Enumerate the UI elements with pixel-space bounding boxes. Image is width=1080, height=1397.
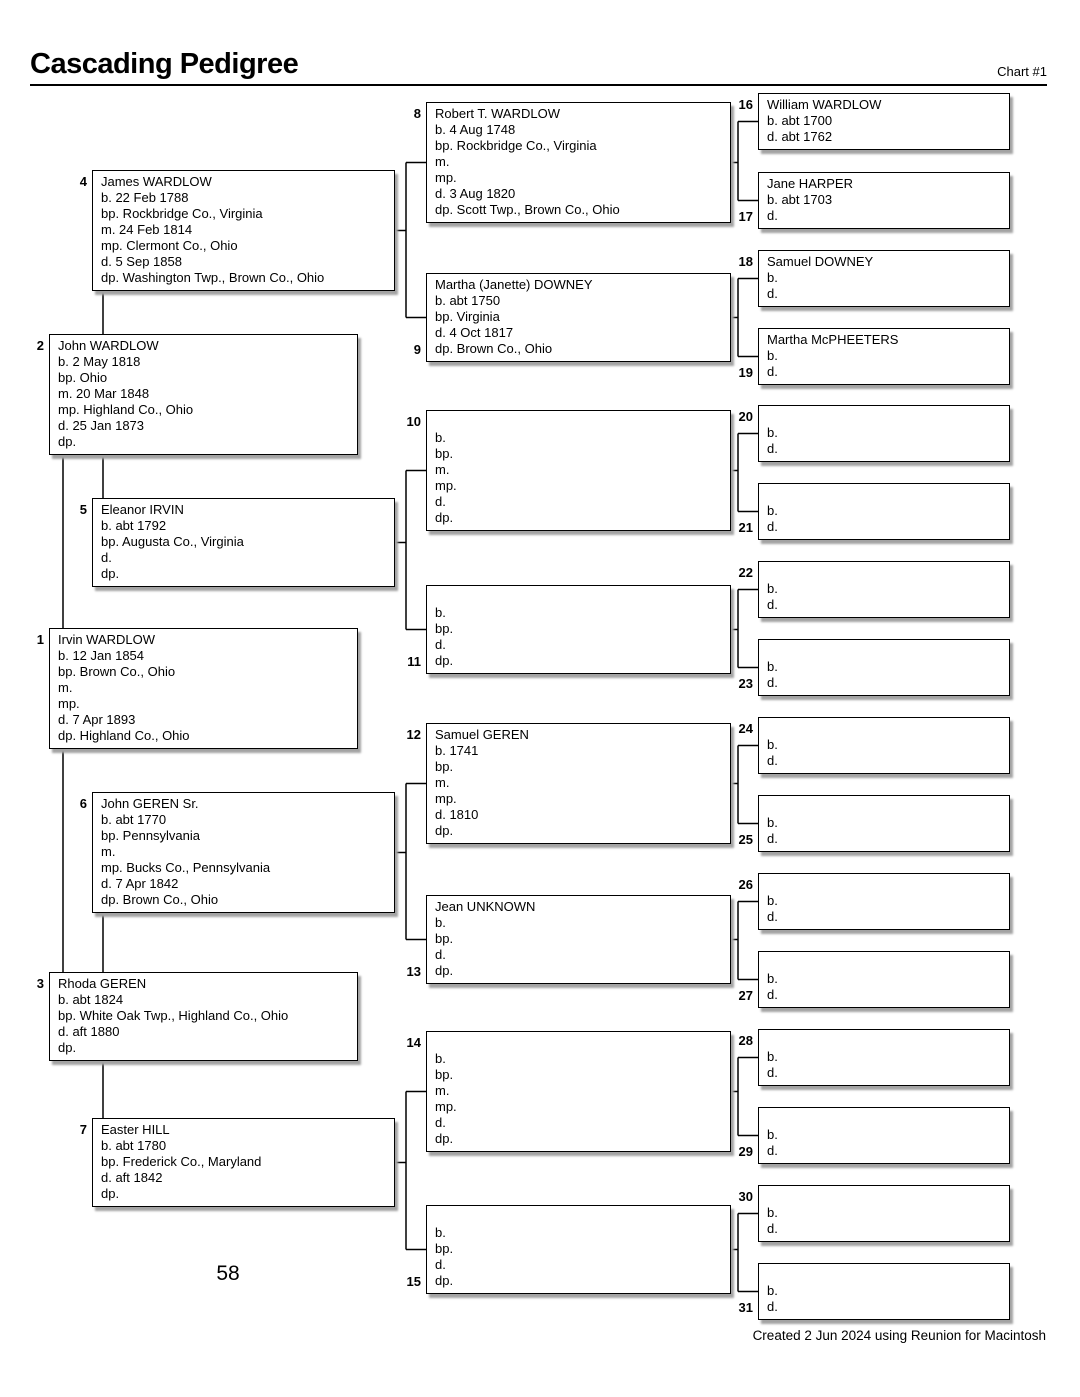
person-field: bp. Brown Co., Ohio	[58, 664, 176, 679]
person-name: William WARDLOW	[767, 97, 882, 112]
person-box-24	[738, 717, 1010, 774]
person-name: Jean UNKNOWN	[435, 899, 536, 914]
person-field: bp. Ohio	[58, 370, 108, 385]
person-field: dp. Washington Twp., Brown Co., Ohio	[101, 270, 325, 285]
person-field: m.	[435, 775, 450, 790]
person-field: b.	[435, 1051, 446, 1066]
person-field: d. 25 Jan 1873	[58, 418, 145, 433]
person-field: bp.	[435, 931, 454, 946]
person-box-11	[407, 585, 731, 674]
person-field: d.	[767, 1221, 778, 1236]
person-number: 8	[413, 106, 421, 121]
person-field: dp.	[58, 1040, 77, 1055]
person-field: b. abt 1824	[58, 992, 124, 1007]
person-field: bp. White Oak Twp., Highland Co., Ohio	[58, 1008, 289, 1023]
person-field: b. 12 Jan 1854	[58, 648, 145, 663]
person-field: b.	[767, 1049, 778, 1064]
person-field: d.	[767, 286, 778, 301]
person-box-18	[738, 250, 1010, 307]
person-field: b.	[767, 503, 778, 518]
person-name: Martha McPHEETERS	[767, 332, 899, 347]
person-field: b. abt 1770	[101, 812, 167, 827]
person-number: 18	[738, 254, 753, 269]
person-field: m.	[435, 154, 450, 169]
person-field: dp.	[101, 566, 120, 581]
person-field: d.	[767, 364, 778, 379]
person-field: mp.	[435, 478, 457, 493]
person-field: mp. Clermont Co., Ohio	[101, 238, 238, 253]
person-box-1	[36, 628, 358, 749]
person-field: b.	[435, 915, 446, 930]
person-field: d. 3 Aug 1820	[435, 186, 516, 201]
person-number: 5	[79, 502, 87, 517]
person-number: 25	[738, 832, 753, 847]
person-field: dp.	[435, 653, 454, 668]
person-box-9	[413, 273, 731, 362]
person-field: bp.	[435, 446, 454, 461]
person-number: 23	[738, 676, 753, 691]
person-field: b.	[435, 430, 446, 445]
person-field: b.	[767, 737, 778, 752]
person-number: 17	[738, 209, 753, 224]
footer-credit: Created 2 Jun 2024 using Reunion for Macintosh	[752, 1328, 1046, 1343]
person-field: b.	[767, 1283, 778, 1298]
person-field: b. 1741	[435, 743, 479, 758]
person-number: 12	[406, 727, 421, 742]
person-name	[767, 1267, 1003, 1283]
person-number: 4	[79, 174, 87, 189]
person-field: d. 7 Apr 1893	[58, 712, 136, 727]
person-field: bp.	[435, 1067, 454, 1082]
person-name	[767, 409, 1003, 425]
person-field: bp. Pennsylvania	[101, 828, 201, 843]
person-name: John WARDLOW	[58, 338, 159, 353]
person-field: b.	[767, 893, 778, 908]
person-box-5	[79, 498, 395, 587]
person-field: mp. Bucks Co., Pennsylvania	[101, 860, 271, 875]
person-number: 14	[406, 1035, 421, 1050]
page-title: Cascading Pedigree	[30, 48, 299, 80]
person-field: mp.	[58, 696, 80, 711]
person-box-14	[406, 1031, 731, 1152]
person-name: Irvin WARDLOW	[58, 632, 156, 647]
person-box-7	[79, 1118, 395, 1207]
person-number: 11	[407, 654, 421, 669]
person-field: bp. Rockbridge Co., Virginia	[101, 206, 263, 221]
person-box-27	[738, 951, 1010, 1008]
person-number: 13	[406, 964, 421, 979]
person-field: m. 20 Mar 1848	[58, 386, 150, 401]
person-box-3	[36, 972, 358, 1061]
person-box-23	[738, 639, 1010, 696]
person-field: d.	[767, 441, 778, 456]
person-number: 10	[406, 414, 421, 429]
person-field: d.	[767, 1065, 778, 1080]
person-field: d.	[767, 208, 778, 223]
person-number: 9	[413, 342, 421, 357]
title-rule	[30, 84, 1047, 86]
person-name: Robert T. WARDLOW	[435, 106, 560, 121]
person-name	[767, 799, 1003, 815]
person-field: d.	[435, 947, 446, 962]
person-field: b.	[767, 815, 778, 830]
person-box-10	[406, 410, 731, 531]
person-field: b. abt 1792	[101, 518, 167, 533]
person-field: b.	[767, 1205, 778, 1220]
person-name: Jane HARPER	[767, 176, 853, 191]
person-number: 2	[36, 338, 44, 353]
person-number: 24	[738, 721, 753, 736]
person-field: dp.	[435, 1273, 454, 1288]
person-field: d.	[767, 909, 778, 924]
person-name	[435, 589, 724, 605]
person-box-16	[738, 93, 1010, 150]
person-field: bp.	[435, 1241, 454, 1256]
person-field: dp.	[435, 1131, 454, 1146]
person-field: mp.	[435, 791, 457, 806]
person-box-15	[406, 1205, 731, 1294]
person-field: d.	[767, 1143, 778, 1158]
person-box-19	[738, 328, 1010, 385]
person-box-21	[738, 483, 1010, 540]
person-field: b. 22 Feb 1788	[101, 190, 189, 205]
person-field: dp.	[435, 963, 454, 978]
person-name: Samuel GEREN	[435, 727, 529, 742]
person-name	[767, 565, 1003, 581]
person-field: b. 2 May 1818	[58, 354, 141, 369]
person-name	[767, 487, 1003, 503]
person-field: d. aft 1842	[101, 1170, 163, 1185]
person-field: dp. Highland Co., Ohio	[58, 728, 190, 743]
person-field: m.	[435, 462, 450, 477]
person-field: b.	[767, 425, 778, 440]
person-field: d.	[435, 1115, 446, 1130]
person-number: 6	[79, 796, 87, 811]
person-number: 27	[738, 988, 753, 1003]
person-field: d. abt 1762	[767, 129, 833, 144]
person-field: d.	[767, 1299, 778, 1314]
person-name	[435, 414, 724, 430]
person-name	[767, 1189, 1003, 1205]
person-field: dp.	[435, 823, 454, 838]
person-number: 31	[738, 1300, 753, 1315]
person-field: m. 24 Feb 1814	[101, 222, 193, 237]
person-number: 19	[738, 365, 753, 380]
person-field: m.	[101, 844, 116, 859]
person-field: d. 7 Apr 1842	[101, 876, 179, 891]
person-number: 3	[36, 976, 44, 991]
person-box-22	[738, 561, 1010, 618]
person-name	[435, 1209, 724, 1225]
person-name: James WARDLOW	[101, 174, 212, 189]
person-number: 22	[738, 565, 753, 580]
person-number: 26	[738, 877, 753, 892]
person-field: b. abt 1703	[767, 192, 833, 207]
person-number: 15	[406, 1274, 421, 1289]
person-number: 20	[738, 409, 753, 424]
person-field: d.	[767, 675, 778, 690]
person-field: d. 4 Oct 1817	[435, 325, 514, 340]
person-name	[767, 643, 1003, 659]
person-field: b.	[435, 1225, 446, 1240]
person-field: d.	[767, 597, 778, 612]
person-box-2	[36, 334, 358, 455]
person-name: Easter HILL	[101, 1122, 170, 1137]
person-box-28	[738, 1029, 1010, 1086]
person-number: 16	[738, 97, 753, 112]
person-number: 30	[738, 1189, 753, 1204]
chart-number: Chart #1	[997, 64, 1047, 79]
person-name: Martha (Janette) DOWNEY	[435, 277, 593, 292]
person-field: b.	[767, 348, 778, 363]
person-field: d. 5 Sep 1858	[101, 254, 182, 269]
person-field: dp. Scott Twp., Brown Co., Ohio	[435, 202, 620, 217]
person-field: dp. Brown Co., Ohio	[435, 341, 553, 356]
person-name: Samuel DOWNEY	[767, 254, 874, 269]
person-field: d.	[101, 550, 112, 565]
person-field: d.	[767, 753, 778, 768]
person-number: 7	[79, 1122, 87, 1137]
person-box-12	[406, 723, 731, 844]
person-field: bp. Rockbridge Co., Virginia	[435, 138, 597, 153]
person-field: mp.	[435, 170, 457, 185]
person-field: b.	[767, 1127, 778, 1142]
person-field: d.	[435, 1257, 446, 1272]
person-box-17	[738, 172, 1010, 229]
person-number: 21	[738, 520, 753, 535]
person-field: bp.	[435, 759, 454, 774]
person-field: d. aft 1880	[58, 1024, 120, 1039]
person-field: b. abt 1780	[101, 1138, 167, 1153]
person-box-6	[79, 792, 395, 913]
person-field: dp.	[101, 1186, 120, 1201]
person-field: b.	[435, 605, 446, 620]
person-field: d.	[767, 831, 778, 846]
person-field: b.	[767, 971, 778, 986]
person-name	[767, 1033, 1003, 1049]
person-field: d.	[767, 987, 778, 1002]
person-field: dp.	[58, 434, 77, 449]
person-field: d.	[435, 494, 446, 509]
person-field: b. 4 Aug 1748	[435, 122, 516, 137]
person-name	[435, 1035, 724, 1051]
person-field: b. abt 1750	[435, 293, 501, 308]
person-number: 28	[738, 1033, 753, 1048]
person-field: d.	[767, 519, 778, 534]
person-field: dp. Brown Co., Ohio	[101, 892, 219, 907]
person-field: dp.	[435, 510, 454, 525]
person-number: 1	[36, 632, 44, 647]
person-field: m.	[58, 680, 73, 695]
person-box-20	[738, 405, 1010, 462]
person-field: d. 1810	[435, 807, 479, 822]
person-box-30	[738, 1185, 1010, 1242]
person-number: 29	[738, 1144, 753, 1159]
person-field: bp. Augusta Co., Virginia	[101, 534, 244, 549]
person-field: mp. Highland Co., Ohio	[58, 402, 194, 417]
person-name	[767, 721, 1003, 737]
person-field: bp. Frederick Co., Maryland	[101, 1154, 262, 1169]
person-field: b.	[767, 581, 778, 596]
person-field: b. abt 1700	[767, 113, 833, 128]
person-box-29	[738, 1107, 1010, 1164]
person-field: b.	[767, 270, 778, 285]
person-box-31	[738, 1263, 1010, 1320]
person-field: m.	[435, 1083, 450, 1098]
person-name	[767, 955, 1003, 971]
person-name: Rhoda GEREN	[58, 976, 147, 991]
person-field: mp.	[435, 1099, 457, 1114]
person-box-13	[406, 895, 731, 984]
person-box-25	[738, 795, 1010, 852]
person-box-4	[79, 170, 395, 291]
person-name	[767, 1111, 1003, 1127]
person-field: bp. Virginia	[435, 309, 500, 324]
person-name	[767, 877, 1003, 893]
person-field: d.	[435, 637, 446, 652]
person-name: John GEREN Sr.	[101, 796, 199, 811]
page-number: 58	[216, 1262, 240, 1285]
person-name: Eleanor IRVIN	[101, 502, 184, 517]
person-box-8	[413, 102, 731, 223]
person-field: bp.	[435, 621, 454, 636]
person-field: b.	[767, 659, 778, 674]
person-box-26	[738, 873, 1010, 930]
